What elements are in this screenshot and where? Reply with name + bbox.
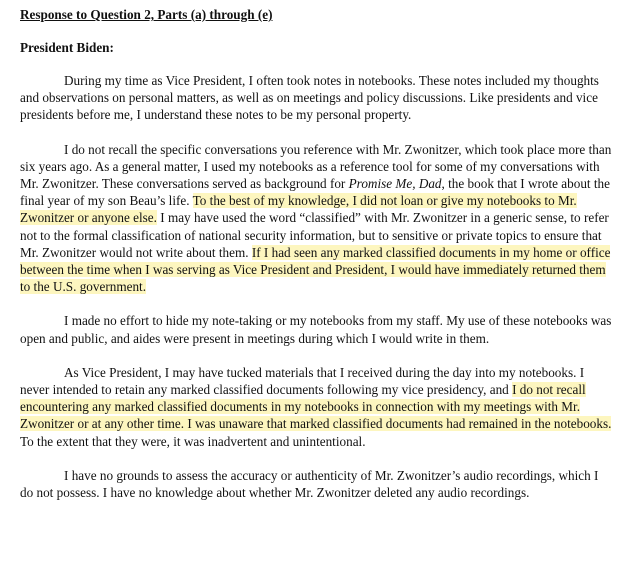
paragraph-2-text-c: I may have used the word “classified” with Mr. Zwonitzer in a generic sense, to refer not to the formal classification of national security information, but to sensitive or private topics to ensure that Mr. Zwonitzer would not write about them. <box>20 210 609 260</box>
highlight-recall-statement: I do not recall encountering any marked classified documents in my notebooks in connection with my meetings with Mr. Zwonitzer or at any other time. I was unaware that marked classified documents had remained in the notebooks. <box>20 382 612 432</box>
book-title: Promise Me, Dad <box>348 176 442 192</box>
paragraph-5: I have no grounds to assess the accuracy or authenticity of Mr. Zwonitzer’s audio recordings, which I do not possess. I have no knowledge about whether Mr. Zwonitzer deleted any audio recordings. <box>20 467 599 501</box>
paragraph-2-text-a: I do not recall the specific conversations you reference with Mr. Zwonitzer, which took place more than six years ago. As a general matter, I used my notebooks as a reference tool for some of my conversations with Mr. Zwonitzer. These conversations served as background for <box>20 141 612 192</box>
paragraph-2 <box>20 141 612 296</box>
speaker-label: President Biden: <box>20 40 114 55</box>
paragraph-3: I made no effort to hide my note-taking or my notebooks from my staff. My use of these notebooks was open and public, and aides were present in meetings during which I would write in them. <box>20 313 612 346</box>
highlight-return-statement: If I had seen any marked classified documents in my home or office between the time when I was serving as Vice President and President, I would have immediately returned them to the U.S. government. <box>20 244 611 295</box>
paragraph-2-text-b: , the book that I wrote about the final year of my son Beau’s life. <box>20 176 610 209</box>
paragraph-4 <box>20 364 612 450</box>
section-heading: Response to Question 2, Parts (a) through (e) <box>20 7 273 22</box>
highlight-loan-statement: To the best of my knowledge, I did not loan or give my notebooks to Mr. Zwonitzer or anyone else. <box>20 193 577 226</box>
paragraph-4-text-a: As Vice President, I may have tucked materials that I received during the day into my notebooks. I never intended to retain any marked classified documents following my vice presidency, and <box>20 364 585 398</box>
paragraph-1: During my time as Vice President, I often took notes in notebooks. These notes included my thoughts and observations on personal matters, as well as on meetings and policy discussions. Like presidents and vice presidents before me, I understand these notes to be my personal property. <box>20 73 599 123</box>
paragraph-4-text-b: To the extent that they were, it was inadvertent and unintentional. <box>20 433 366 449</box>
